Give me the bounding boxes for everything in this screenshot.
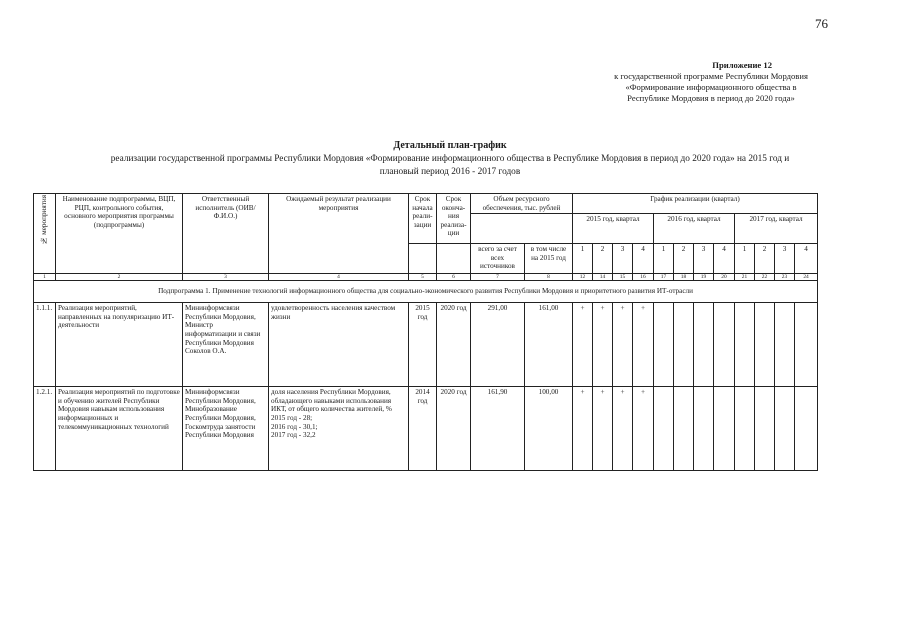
quarter-mark: + [633,303,654,387]
row-result: удовлетворенность населения качеством жизни [269,303,409,387]
subprogram-row: Подпрограмма 1. Применение технологий информационного общества для социально-экономического развития Республики Мордовия и приоритетного развития ИТ-отрасли [34,281,818,303]
quarter-mark [674,303,694,387]
column-number: 1 [34,274,56,281]
quarter-mark: + [613,387,633,471]
header-result: Ожидаемый результат реализации мероприятия [269,194,409,274]
row-num: 1.1.1. [34,303,56,387]
quarter-mark: + [593,387,613,471]
column-number: 4 [269,274,409,281]
quarter-mark [714,387,735,471]
column-number: 22 [755,274,775,281]
quarter-mark [694,303,714,387]
header-end: Срок оконча-ния реализа-ции [437,194,471,244]
row-volume-2015: 100,00 [525,387,573,471]
column-number: 8 [525,274,573,281]
header-num [34,194,56,274]
quarter-mark [795,387,818,471]
page-number: 76 [815,16,828,31]
quarter-mark [735,387,755,471]
header-end-spacer [437,244,471,274]
row-start: 2015 год [409,303,437,387]
quarter-header: 2 [674,244,694,274]
column-number: 2 [56,274,183,281]
quarter-header: 1 [654,244,674,274]
column-number: 15 [613,274,633,281]
column-number: 24 [795,274,818,281]
column-number: 5 [409,274,437,281]
table-row [34,387,818,471]
column-number: 7 [471,274,525,281]
column-number: 20 [714,274,735,281]
header-volume-2015: в том числе на 2015 год [525,244,573,274]
appendix-line: к государственной программе Республики Мордовия [614,71,808,81]
quarter-mark [755,303,775,387]
quarter-mark [775,387,795,471]
row-result: доля населения Республики Мордовия, обладающего навыками использования ИКТ, от общего количества жителей, % 2015 год - 28; 2016 год - 30,1; 2017 год - 32,2 [269,387,409,471]
header-year-2016: 2016 год, квартал [654,214,735,244]
appendix-block [566,60,856,104]
document-heading [40,140,860,178]
quarter-mark [674,387,694,471]
header-name: Наименование подпрограммы, ВЦП, РЦП, контрольного события, основного мероприятия программы (подпрограммы) [56,194,183,274]
quarter-header: 1 [573,244,593,274]
row-volume-all: 291,00 [471,303,525,387]
quarter-mark: + [573,387,593,471]
quarter-header: 2 [755,244,775,274]
column-number-row [34,274,818,281]
quarter-mark [755,387,775,471]
column-number: 6 [437,274,471,281]
header-responsible: Ответственный исполнитель (ОИВ/ Ф.И.О.) [183,194,269,274]
column-number: 16 [633,274,654,281]
header-volume-spacer [471,214,573,244]
quarter-header: 3 [613,244,633,274]
header-year-2017: 2017 год, квартал [735,214,818,244]
quarter-mark [694,387,714,471]
header-start-spacer [409,244,437,274]
quarter-mark [775,303,795,387]
column-number: 23 [775,274,795,281]
column-number: 18 [674,274,694,281]
appendix-line: Республике Мордовия в период до 2020 года» [627,93,795,103]
header-year-2015: 2015 год, квартал [573,214,654,244]
column-number: 17 [654,274,674,281]
quarter-header: 4 [633,244,654,274]
quarter-mark [735,303,755,387]
row-end: 2020 год [437,303,471,387]
quarter-mark [654,303,674,387]
appendix-line: «Формирование информационного общества в [625,82,797,92]
header-schedule: График реализации (квартал) [573,194,818,214]
column-number: 3 [183,274,269,281]
quarter-mark [714,303,735,387]
quarter-header: 3 [694,244,714,274]
header-start: Срок начала реали-зации [409,194,437,244]
document-subtitle: реализации государственной программы Республики Мордовия «Формирование информационного общества в Республике Мордовия в период до 2020 года» на 2015 год и [110,154,790,164]
row-responsible: Мининформсвязи Республики Мордовия, Минобразование Республики Мордовия, Госкомтруда занятости Республики Мордовия [183,387,269,471]
row-volume-2015: 161,00 [525,303,573,387]
quarter-header: 3 [775,244,795,274]
row-responsible: Мининформсвязи Республики Мордовия, Министр информатизации и связи Республики Мордовия Соколов О.А. [183,303,269,387]
quarter-header: 4 [714,244,735,274]
header-num-label: № мероприятия [40,195,49,245]
column-number: 21 [735,274,755,281]
quarter-mark [795,303,818,387]
quarter-mark: + [593,303,613,387]
quarter-header: 1 [735,244,755,274]
quarter-mark: + [633,387,654,471]
row-name: Реализация мероприятий, направленных на популяризацию ИТ-деятельности [56,303,183,387]
row-start: 2014 год [409,387,437,471]
document-title: Детальный план-график [393,140,507,151]
row-name: Реализация мероприятий по подготовке и обучению жителей Республики Мордовия навыкам использования информационных и телекоммуникационных технологий [56,387,183,471]
quarter-header: 2 [593,244,613,274]
row-volume-all: 161,90 [471,387,525,471]
header-volume-all: всего за счет всех источников [471,244,525,274]
row-end: 2020 год [437,387,471,471]
row-num: 1.2.1. [34,387,56,471]
document-subtitle-2: плановый период 2016 - 2017 годов [379,167,521,177]
column-number: 14 [593,274,613,281]
quarter-mark [654,387,674,471]
table-row [34,303,818,387]
column-number: 12 [573,274,593,281]
quarter-mark: + [613,303,633,387]
plan-table [33,193,818,471]
column-number: 19 [694,274,714,281]
quarter-header: 4 [795,244,818,274]
quarter-mark: + [573,303,593,387]
appendix-title: Приложение 12 [712,60,772,70]
header-volume: Объем ресурсного обеспечения, тыс. рублей [471,194,573,214]
